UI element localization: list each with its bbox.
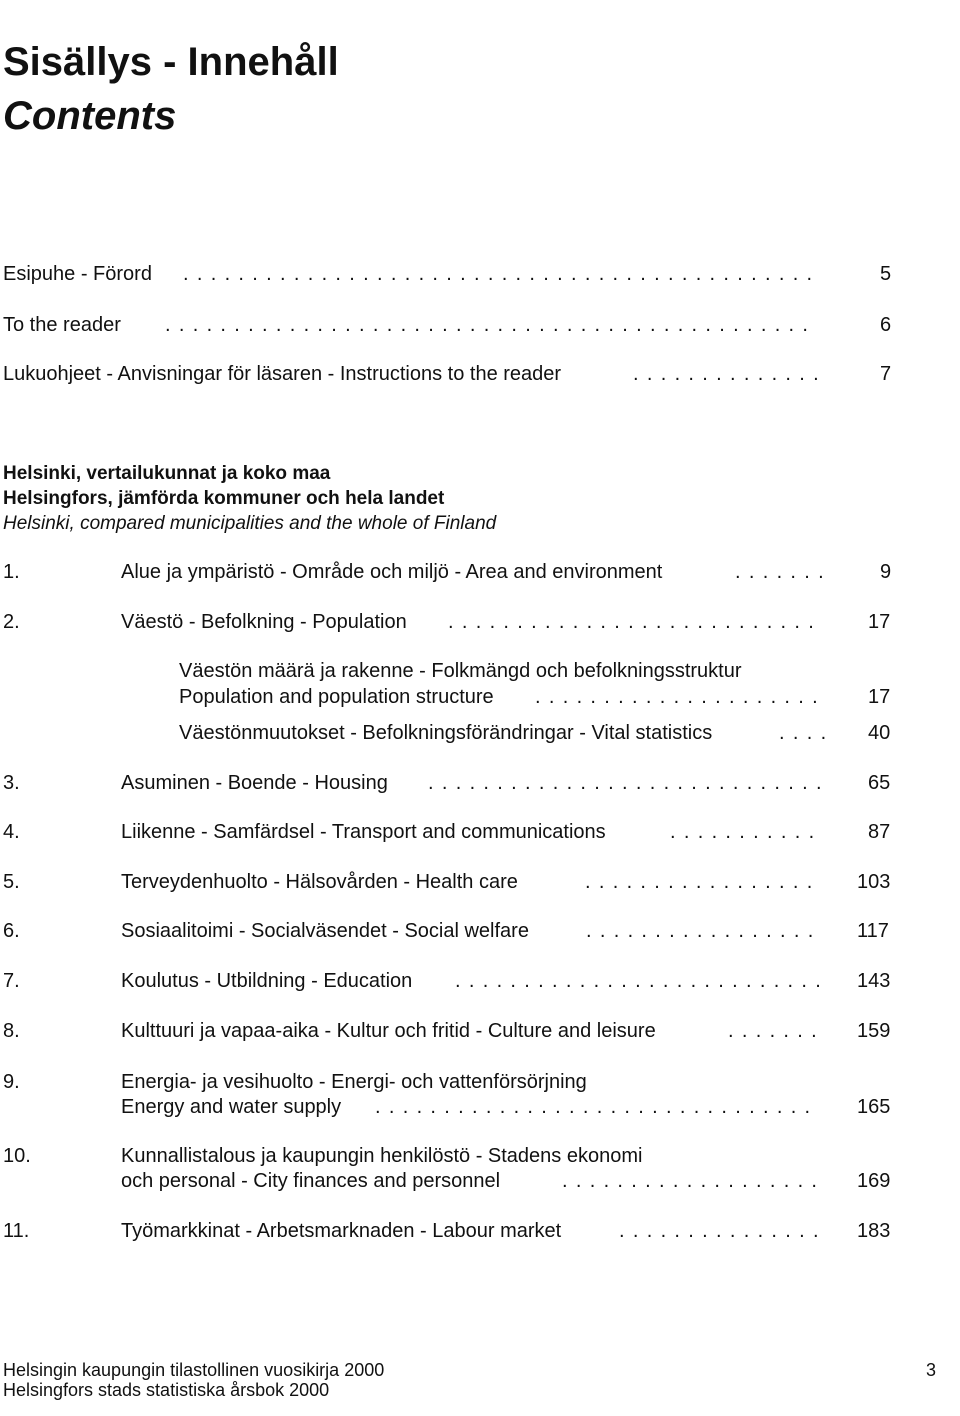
toc-entry-label: Koulutus - Utbildning - Education (121, 970, 413, 992)
page-title: Sisällys - Innehåll (3, 40, 339, 84)
toc-entry-label: To the reader (3, 314, 121, 336)
footer-page-number: 3 (926, 1360, 937, 1380)
toc-entry-page: 65 (868, 772, 891, 794)
toc-entry[interactable] (179, 685, 940, 709)
dot-leader: ............................................... (165, 314, 817, 336)
toc-entry-number: 1. (3, 561, 20, 583)
toc-entry-label: Väestö - Befolkning - Population (121, 611, 407, 633)
section-heading-swedish: Helsingfors, jämförda kommuner och hela landet (3, 488, 445, 509)
toc-entry-page: 117 (857, 920, 889, 942)
toc-entry-page: 183 (857, 1220, 891, 1242)
toc-entry-number: 10. (3, 1145, 31, 1167)
toc-entry-label: och personal - City finances and personnel (121, 1170, 501, 1192)
dot-leader: ..................... (535, 686, 826, 708)
toc-entry-number: 4. (3, 821, 20, 843)
toc-entry-number: 11. (3, 1220, 30, 1242)
toc-entry[interactable] (3, 313, 943, 337)
dot-leader: ........................... (448, 611, 823, 633)
section-heading (3, 461, 496, 536)
dot-leader: .............................................. (183, 263, 821, 285)
toc-entry[interactable] (121, 610, 940, 634)
dot-leader: ........... (670, 821, 823, 843)
toc-entry[interactable] (121, 820, 940, 844)
section-heading-english: Helsinki, compared municipalities and the whole of Finland (3, 513, 497, 534)
dot-leader: ................... (562, 1170, 826, 1192)
dot-leader: ................. (585, 871, 821, 893)
toc-entry-number: 7. (3, 970, 20, 992)
toc-entry-label: Terveydenhuolto - Hälsovården - Health care (121, 871, 518, 893)
toc-entry[interactable] (121, 919, 940, 943)
dot-leader: .............. (633, 363, 827, 385)
toc-entry-label: Population and population structure (179, 686, 494, 708)
toc-entry-page: 169 (857, 1170, 891, 1192)
toc-entry[interactable] (121, 1095, 940, 1119)
toc-entry-page: 7 (880, 363, 892, 385)
dot-leader: ....... (735, 561, 832, 583)
section-heading-finnish: Helsinki, vertailukunnat ja koko maa (3, 463, 331, 484)
footer-publication-finnish: Helsingin kaupungin tilastollinen vuosikirja 2000 (3, 1360, 385, 1380)
toc-entry[interactable] (121, 1169, 940, 1193)
toc-entry[interactable] (121, 560, 940, 584)
toc-entry[interactable] (121, 870, 940, 894)
toc-entry[interactable] (121, 771, 940, 795)
toc-entry-label: Esipuhe - Förord (3, 263, 152, 285)
toc-entry-first-line: Energia- ja vesihuolto - Energi- och vattenförsörjning (121, 1071, 587, 1093)
toc-entry-page: 143 (857, 970, 891, 992)
toc-entry[interactable] (121, 969, 940, 993)
toc-entry-page: 5 (880, 263, 892, 285)
toc-entry-label: Liikenne - Samfärdsel - Transport and communications (121, 821, 606, 843)
dot-leader: ........................... (455, 970, 830, 992)
toc-entry-number: 5. (3, 871, 20, 893)
toc-entry-page: 40 (868, 722, 891, 744)
toc-entry-page: 17 (868, 686, 891, 708)
toc-entry-label: Lukuohjeet - Anvisningar för läsaren - Instructions to the reader (3, 363, 562, 385)
toc-entry-number: 8. (3, 1020, 20, 1042)
dot-leader: ....... (728, 1020, 825, 1042)
toc-entry-number: 3. (3, 772, 20, 794)
toc-entry-page: 87 (868, 821, 891, 843)
toc-entry[interactable] (121, 1019, 940, 1043)
dot-leader: ................. (586, 920, 822, 942)
dot-leader: ................................ (375, 1096, 819, 1118)
toc-entry[interactable] (3, 262, 943, 286)
toc-entry-label: Väestönmuutokset - Befolkningsförändringar - Vital statistics (179, 722, 713, 744)
toc-entry-page: 9 (880, 561, 892, 583)
footer (3, 1360, 384, 1400)
toc-entry-label: Asuminen - Boende - Housing (121, 772, 388, 794)
toc-entry-page: 17 (868, 611, 891, 633)
toc-entry[interactable] (3, 362, 943, 386)
toc-entry-page: 103 (857, 871, 891, 893)
toc-entry-number: 9. (3, 1071, 20, 1093)
toc-entry-page: 159 (857, 1020, 891, 1042)
footer-publication-swedish: Helsingfors stads statistiska årsbok 2000 (3, 1380, 330, 1400)
toc-entry-number: 2. (3, 611, 20, 633)
toc-entry[interactable] (121, 1219, 940, 1243)
toc-entry-label: Kulttuuri ja vapaa-aika - Kultur och fritid - Culture and leisure (121, 1020, 656, 1042)
dot-leader: ............................. (428, 772, 830, 794)
toc-entry-label: Energy and water supply (121, 1096, 342, 1118)
dot-leader: .... (779, 722, 835, 744)
toc-entry-label: Sosiaalitoimi - Socialväsendet - Social welfare (121, 920, 529, 942)
toc-entry-page: 6 (880, 314, 892, 336)
toc-entry-number: 6. (3, 920, 20, 942)
toc-entry-label: Alue ja ympäristö - Område och miljö - Area and environment (121, 561, 663, 583)
toc-entry-label: Työmarkkinat - Arbetsmarknaden - Labour market (121, 1220, 562, 1242)
toc-entry[interactable] (179, 721, 940, 745)
toc-entry-first-line: Väestön määrä ja rakenne - Folkmängd och befolkningsstruktur (179, 660, 742, 682)
toc-entry-first-line: Kunnallistalous ja kaupungin henkilöstö - Stadens ekonomi (121, 1145, 643, 1167)
page-title-english: Contents (3, 94, 177, 138)
toc-entry-page: 165 (857, 1096, 891, 1118)
dot-leader: ............... (619, 1220, 827, 1242)
